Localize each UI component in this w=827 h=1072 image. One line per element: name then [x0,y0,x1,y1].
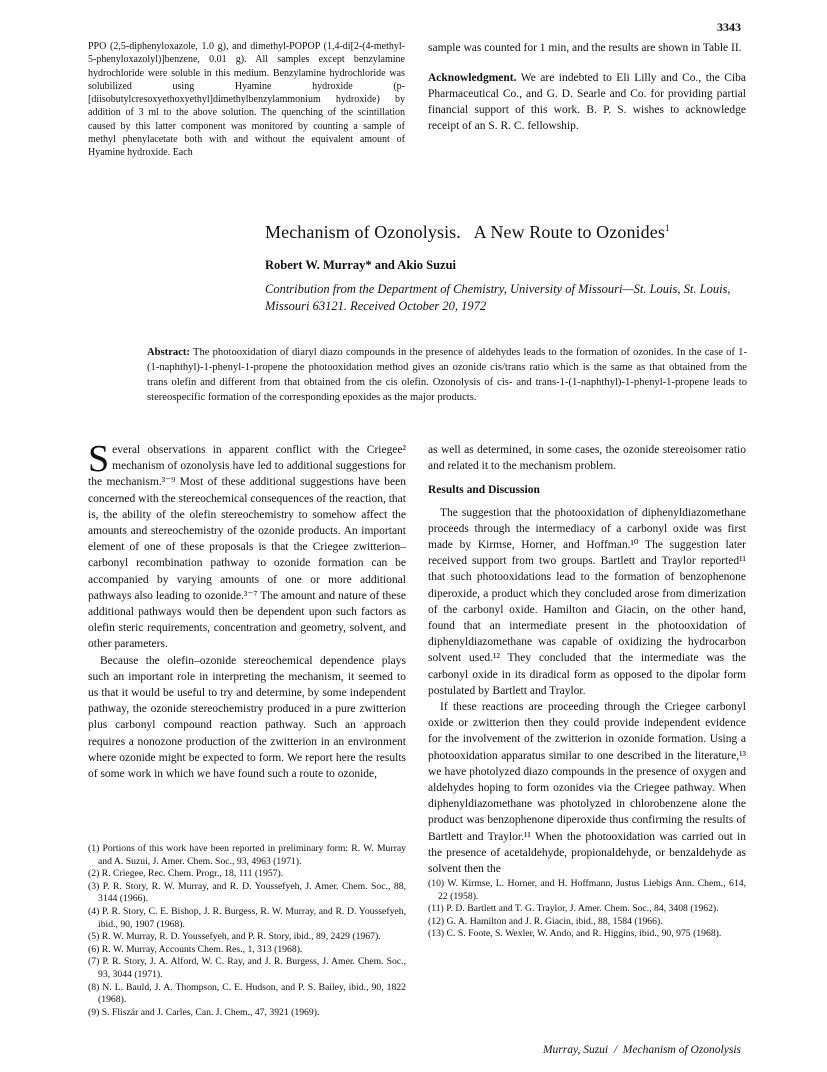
abstract [147,345,747,405]
footnote: (13) C. S. Foote, S. Wexler, W. Ando, and R. Higgins, ibid., 90, 975 (1968). [428,928,722,940]
footnote: (10) W. Kirmse, L. Horner, and H. Hoffmann, Justus Liebigs Ann. Chem., 614, 22 (1958). [428,878,746,902]
paragraph-approach: Because the olefin–ozonide stereochemical dependence plays such an important role in interpreting the mechanism, it seemed to us that it would be useful to try and determine, by some independent pathway, the ozonide stereochemistry produced in a pure zwitterion plus carbonyl compound reaction pathway. Such an approach requires a nonozone production of the zwitterion in an environment where ozonide might be expected to form. We report here the results of some work in which we have found such a route to ozonide, [88,654,406,781]
affiliation: Contribution from the Department of Chemistry, University of Missouri—St. Louis, St. Louis, Missouri 63121. Received October 20, 1972 [265,282,731,313]
footnote: (3) P. R. Story, R. W. Murray, and R. D. Youssefyeh, J. Amer. Chem. Soc., 88, 3144 (1966). [88,880,406,905]
drop-cap: S [88,438,110,480]
carryover-experimental-text: PPO (2,5-diphenyloxazole, 1.0 g), and dimethyl-POPOP (1,4-di[2-(4-methyl-5-phenyloxazolyl)]benzene, 0.01 g). All samples except benzylamine hydrochloride were soluble in this medium. Benzylamine hydrochloride was solubilized using Hyamine hydroxide (p-[diisobutylcresoxyethoxyethyl]dimethylbenzylammonium hydroxide) by addition of 3 ml to the above solution. The quenching of the scintillation caused by this latter component was monitored by counting a sample of methyl phenylacetate both with and without the equivalent amount of Hyamine hydroxide. Each [88,41,405,159]
body-left-column [88,438,406,782]
footnote: (5) R. W. Murray, R. D. Youssefyeh, and P. R. Story, ibid., 89, 2429 (1967). [88,931,381,943]
acknowledgment-heading: Acknowledgment. [428,72,517,84]
paragraph-intro [88,438,406,653]
footnote: (7) P. R. Story, J. A. Alford, W. C. Ray, and J. R. Burgess, J. Amer. Chem. Soc., 93, 3044 (1971). [88,956,406,980]
running-footer: Murray, Suzui / Mechanism of Ozonolysis [542,1044,741,1056]
article-title-text: Mechanism of Ozonolysis. A New Route to Ozonides [265,222,665,242]
paragraph-intro-text: everal observations in apparent conflict with the Criegee² mechanism of ozonolysis have led to additional suggestions for the mechanism.³⁻⁹ Most of these additional suggestions have been concerned with the stereochemical consequences of the reaction, that is, the ability of the olefin stereochemistry to somehow affect the amounts and stereochemistry of the ozonide products. An important element of one of these proposals is that the Criegee zwitterion–carbonyl recombination pathway to ozonide formation can be accompanied by varying amounts of one or more additional pathways also leading to ozonide.³⁻⁷ The amount and nature of these additional pathways would then be dependent upon such factors as olefin steric requirements, concentration and geometry, solvent, and other parameters. [88,444,406,651]
acknowledgment-text: We are indebted to Eli Lilly and Co., the Ciba Pharmaceutical Co., and G. D. Searle and Co. for providing partial financial support of this work. B. P. S. wishes to acknowledge receipt of an S. R. C. fellowship. [428,72,746,132]
abstract-heading: Abstract: [147,347,190,358]
carryover-right-text: sample was counted for 1 min, and the results are shown in Table II. [428,42,742,54]
authors: Robert W. Murray* and Akio Suzui [265,258,457,272]
footnote: (2) R. Criegee, Rec. Chem. Progr., 18, 111 (1957). [88,868,284,880]
footnote: (4) P. R. Story, C. E. Bishop, J. R. Burgess, R. W. Murray, and R. D. Youssefyeh, ibid., 90, 1907 (1968). [88,905,406,930]
paragraph-continued: as well as determined, in some cases, the ozonide stereoisomer ratio and related it to the mechanism problem. [428,444,746,473]
acknowledgment [428,70,746,134]
page-number: 3343 [717,20,741,34]
footnotes-right [428,878,746,941]
footnotes-left [88,843,406,1019]
footnote: (8) N. L. Bauld, J. A. Thompson, C. E. Hudson, and P. S. Bailey, ibid., 90, 1822 (1968). [88,981,406,1006]
abstract-text: The photooxidation of diaryl diazo compounds in the presence of aldehydes leads to the formation of ozonides. In the case of 1-(1-naphthyl)-1-phenyl-1-propene the photooxidation method gives an ozonide cis/trans ratio which is the same as that obtained from the trans olefin and different from that obtained from the cis olefin. Ozonolysis of cis- and trans-1-(1-naphthyl)-1-phenyl-1-propene leads to stereospecific formation of the corresponding epoxides as the major products. [147,347,747,403]
carryover-right-block [428,40,746,134]
article-title [265,222,670,243]
footnote: (1) Portions of this work have been reported in preliminary form: R. W. Murray and A. Suzui, J. Amer. Chem. Soc., 93, 4963 (1971). [88,843,406,867]
section-heading: Results and Discussion [428,484,540,497]
body-right-column [428,442,746,877]
paragraph-results-1: The suggestion that the photooxidation of diphenyldiazomethane proceeds through the intermediacy of a carbonyl oxide was first made by Kirmse, Horner, and Hoffman.¹⁰ The suggestion later received support from two groups. Bartlett and Traylor reported¹¹ that such photooxidations lead to the formation of benzophenone diperoxide, a product which they concluded arose from dimerization of the carbonyl oxide. Hamilton and Giacin, on the other hand, found that an intermediate present in the photooxidation of diphenyldiazomethane was capable of oxidizing the hydrocarbon solvent used.¹² They concluded that the intermediate was the carbonyl oxide in its diradical form as opposed to the dipolar form postulated by Bartlett and Traylor. [428,506,746,697]
paragraph-results-2: If these reactions are proceeding through the Criegee carbonyl oxide or zwitterion then they could provide independent evidence for the involvement of the zwitterion in ozonide formation. Using a photooxidation apparatus similar to one described in the literature,¹³ we have photolyzed diazo compounds in the presence of oxygen and aldehydes hoping to form ozonides via the Criegee pathway. When diphenyldiazomethane was photolyzed in chlorobenzene alone the product was benzophenone diperoxide thus confirming the results of Bartlett and Traylor.¹¹ When the photooxidation was carried out in the presence of acetaldehyde, propionaldehyde, or benzaldehyde as solvent then the [428,701,746,876]
footnote: (9) S. Fliszár and J. Carles, Can. J. Chem., 47, 3921 (1969). [88,1006,320,1018]
footnote: (11) P. D. Bartlett and T. G. Traylor, J. Amer. Chem. Soc., 84, 3408 (1962). [428,903,719,915]
footnote: (12) G. A. Hamilton and J. R. Giacin, ibid., 88, 1584 (1966). [428,915,663,927]
title-footnote-marker: 1 [664,223,670,233]
footnote: (6) R. W. Murray, Accounts Chem. Res., 1, 313 (1968). [88,943,303,955]
